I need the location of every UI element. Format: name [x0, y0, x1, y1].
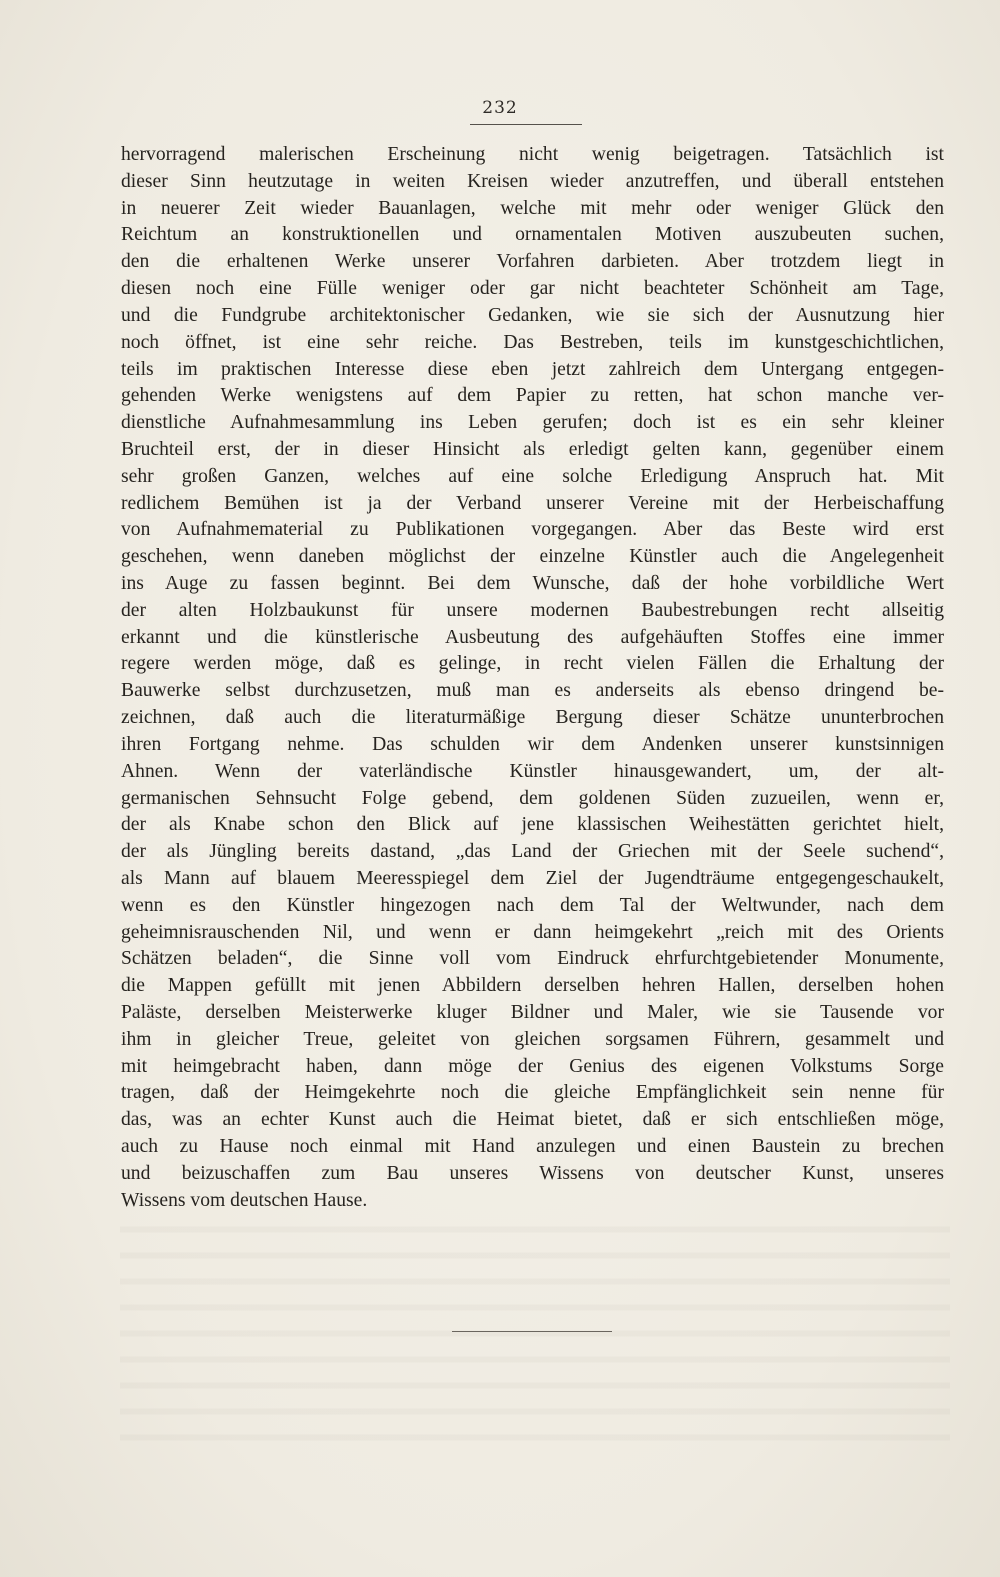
text-line: hervorragend malerischen Erscheinung nicht wenig beigetragen. Tatsächlich ist: [121, 144, 944, 165]
text-line: als Mann auf blauem Meeresspiegel dem Ziel der Jugendträume entgegengeschaukelt,: [121, 867, 944, 889]
text-line: teils im praktischen Interesse diese eben jetzt zahlreich dem Untergang entgegen-: [121, 358, 944, 380]
text-line: geheimnisrauschenden Nil, und wenn er dann heimgekehrt „reich mit des Orients: [121, 921, 944, 943]
text-line: und die Fundgrube architektonischer Gedanken, wie sie sich der Ausnutzung hier: [121, 304, 944, 326]
text-line: dienstliche Aufnahmesammlung ins Leben gerufen; doch ist es ein sehr kleiner: [121, 412, 944, 434]
text-line: wenn es den Künstler hingezogen nach dem Tal der Weltwunder, nach dem: [121, 894, 944, 916]
text-line: den die erhaltenen Werke unserer Vorfahren darbieten. Aber trotzdem liegt in: [121, 251, 944, 273]
text-line: diesen noch eine Fülle weniger oder gar nicht beachteter Schönheit am Tage,: [121, 278, 944, 300]
text-line: regere werden möge, daß es gelinge, in recht vielen Fällen die Erhaltung der: [121, 653, 944, 675]
text-line: Bruchteil erst, der in dieser Hinsicht als erledigt gelten kann, gegenüber einem: [121, 438, 944, 460]
text-line: und beizuschaffen zum Bau unseres Wissens von deutscher Kunst, unseres: [121, 1162, 944, 1184]
text-line: ihm in gleicher Treue, geleitet von gleichen sorgsamen Führern, gesammelt und: [121, 1028, 944, 1050]
page-number: 232: [482, 98, 518, 118]
text-line: mit heimgebracht haben, dann möge der Genius des eigenen Volkstums Sorge: [121, 1055, 944, 1077]
body-paragraph: [121, 142, 944, 1215]
text-line: Reichtum an konstruktionellen und ornamentalen Motiven auszubeuten suchen,: [121, 224, 944, 246]
text-line: auch zu Hause noch einmal mit Hand anzulegen und einen Baustein zu brechen: [121, 1136, 944, 1158]
text-line: gehenden Werke wenigstens auf dem Papier zu retten, hat schon manche ver-: [121, 385, 944, 407]
text-line: der alten Holzbaukunst für unsere modernen Baubestrebungen recht allseitig: [121, 599, 944, 621]
text-line: tragen, daß der Heimgekehrte noch die gleiche Empfänglichkeit sein nenne für: [121, 1082, 944, 1104]
text-line: in neuerer Zeit wieder Bauanlagen, welche mit mehr oder weniger Glück den: [121, 197, 944, 219]
text-line: Paläste, derselben Meisterwerke kluger Bildner und Maler, wie sie Tausende vor: [121, 1002, 944, 1023]
text-line: Wissens vom deutschen Hause.: [121, 1189, 368, 1211]
closing-rule: [452, 1331, 612, 1332]
text-line: der als Jüngling bereits dastand, „das Land der Griechen mit der Seele suchend“,: [121, 841, 944, 863]
text-line: Ahnen. Wenn der vaterländische Künstler hinausgewandert, um, der alt-: [121, 760, 944, 782]
text-line: geschehen, wenn daneben möglichst der einzelne Künstler auch die Angelegenheit: [121, 546, 944, 568]
text-line: Schätzen beladen“, die Sinne voll vom Eindruck ehrfurchtgebietender Monumente,: [121, 948, 944, 970]
text-line: sehr großen Ganzen, welches auf eine solche Erledigung Anspruch hat. Mit: [121, 465, 944, 487]
text-line: redlichem Bemühen ist ja der Verband unserer Vereine mit der Herbeischaffung: [121, 492, 944, 514]
text-line: das, was an echter Kunst auch die Heimat bietet, daß er sich entschließen möge,: [121, 1109, 944, 1131]
text-line: ihren Fortgang nehme. Das schulden wir dem Andenken unserer kunstsinnigen: [121, 733, 944, 755]
text-line: die Mappen gefüllt mit jenen Abbildern derselben hehren Hallen, derselben hohen: [121, 975, 944, 997]
text-line: von Aufnahmematerial zu Publikationen vorgegangen. Aber das Beste wird erst: [121, 519, 944, 541]
text-line: dieser Sinn heutzutage in weiten Kreisen wieder anzutreffen, und überall entstehen: [121, 170, 944, 192]
text-line: ins Auge zu fassen beginnt. Bei dem Wunsche, daß der hohe vorbildliche Wert: [121, 573, 944, 594]
header-rule: [470, 124, 582, 125]
text-line: noch öffnet, ist eine sehr reiche. Das Bestreben, teils im kunstgeschichtlichen,: [121, 331, 944, 353]
show-through-texture: [120, 1212, 950, 1452]
text-line: erkannt und die künstlerische Ausbeutung des aufgehäuften Stoffes eine immer: [121, 626, 944, 648]
text-line: germanischen Sehnsucht Folge gebend, dem goldenen Süden zuzueilen, wenn er,: [121, 787, 944, 809]
text-line: zeichnen, daß auch die literaturmäßige Bergung dieser Schätze ununterbrochen: [121, 707, 944, 729]
text-line: Bauwerke selbst durchzusetzen, muß man es anderseits als ebenso dringend be-: [121, 680, 944, 702]
text-line: der als Knabe schon den Blick auf jene klassischen Weihestätten gerichtet hielt,: [121, 814, 944, 836]
